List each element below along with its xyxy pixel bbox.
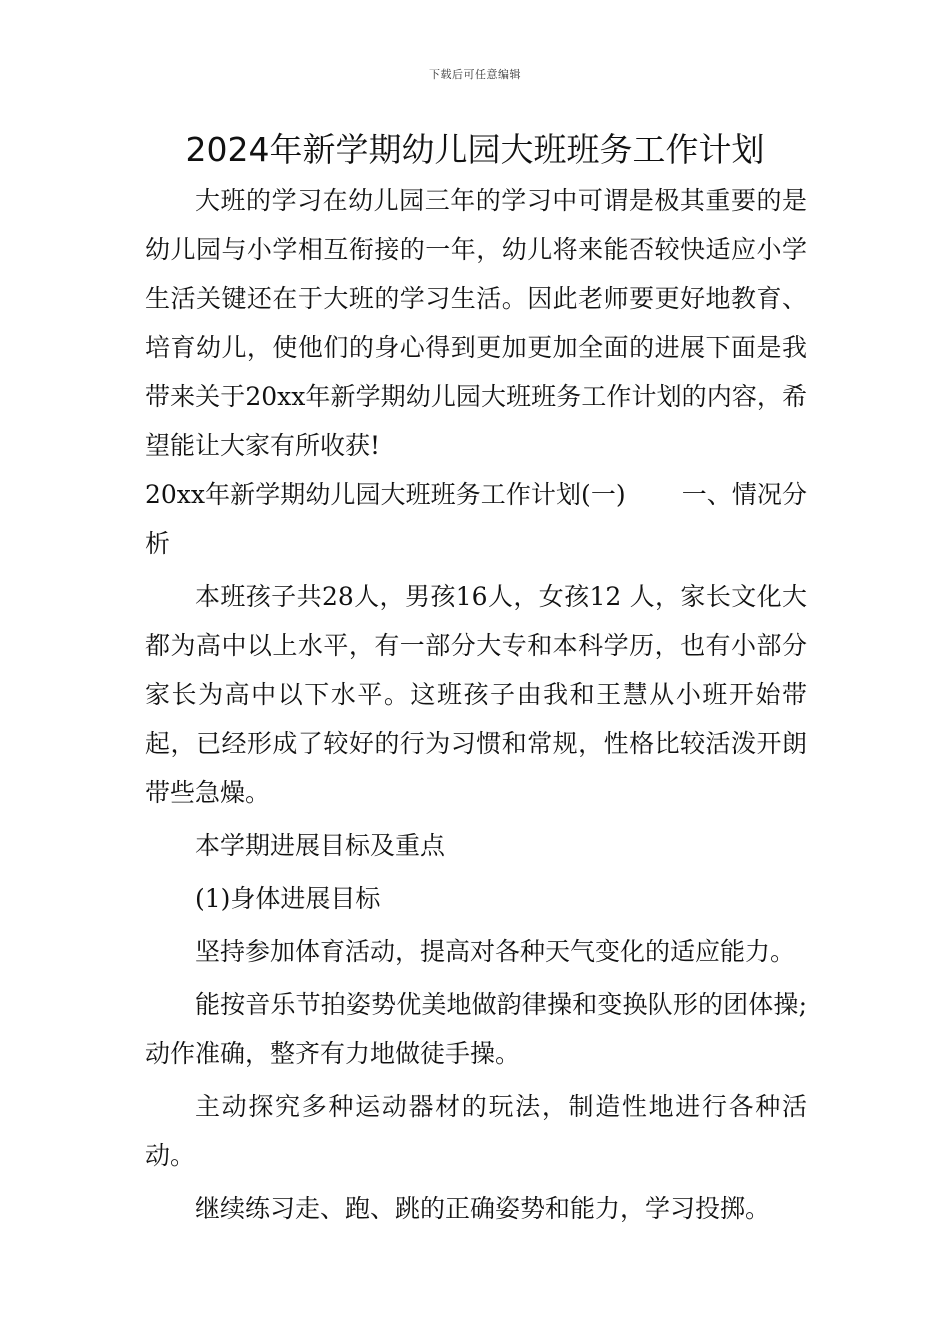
intro-paragraph: 大班的学习在幼儿园三年的学习中可谓是极其重要的是幼儿园与小学相互衔接的一年，幼儿将来能否较快适应小学生活关键还在于大班的学习生活。因此老师要更好地教育、培育幼儿，使他们的身心得到更加更加全面的进展下面是我带来关于20xx年新学期幼儿园大班班务工作计划的内容，希望能让大家有所收获! bbox=[145, 186, 807, 460]
goals-heading: 本学期进展目标及重点 bbox=[195, 831, 446, 860]
physical-goals-heading: (1)身体进展目标 bbox=[195, 884, 381, 913]
header-note: 下载后可任意编辑 bbox=[429, 68, 521, 81]
goal-paragraph: 继续练习走、跑、跳的正确姿势和能力，学习投掷。 bbox=[195, 1194, 771, 1223]
plan-heading-section: 一、情况分析 bbox=[145, 480, 807, 558]
goal-paragraph: 能按音乐节拍姿势优美地做韵律操和变换队形的团体操;动作准确，整齐有力地做徒手操。 bbox=[145, 990, 807, 1068]
goal-paragraph: 主动探究多种运动器材的玩法，制造性地进行各种活动。 bbox=[145, 1092, 807, 1170]
document-body bbox=[145, 176, 807, 1233]
plan-heading bbox=[145, 470, 807, 568]
plan-heading-title: 20xx年新学期幼儿园大班班务工作计划(一) bbox=[145, 480, 626, 509]
goal-paragraph: 坚持参加体育活动，提高对各种天气变化的适应能力。 bbox=[195, 937, 796, 966]
situation-paragraph: 本班孩子共28人，男孩16人，女孩12 人，家长文化大都为高中以上水平，有一部分大专和本科学历，也有小部分家长为高中以下水平。这班孩子由我和王慧从小班开始带起，已经形成了较好的行为习惯和常规，性格比较活泼开朗带些急燥。 bbox=[145, 582, 807, 807]
document-title: 2024年新学期幼儿园大班班务工作计划 bbox=[185, 130, 765, 169]
